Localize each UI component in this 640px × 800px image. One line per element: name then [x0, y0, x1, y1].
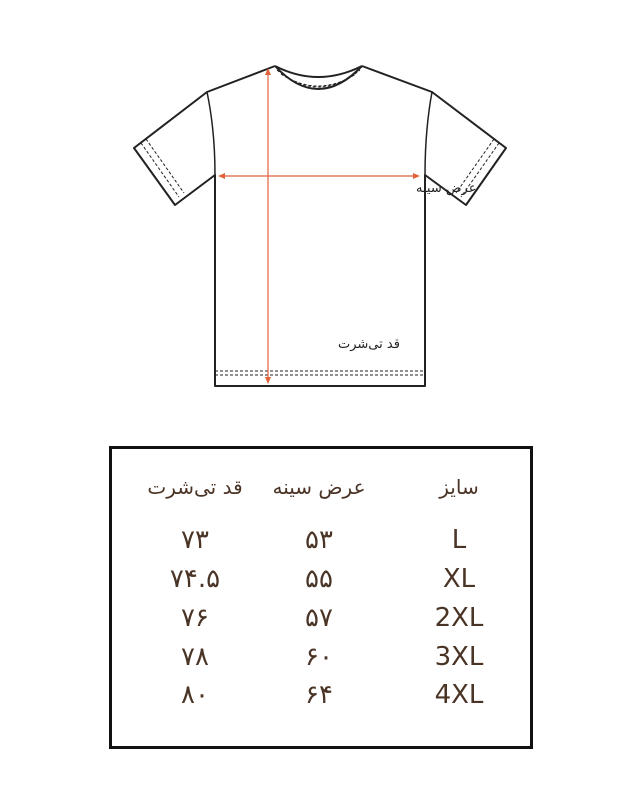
length-measure-line	[265, 68, 271, 384]
size-cell: 2XL	[434, 603, 484, 633]
chest-cell: ۶۰	[305, 642, 333, 672]
length-cell: ۷۳	[181, 525, 209, 555]
size-cell: XL	[442, 564, 476, 594]
size-cell: L	[451, 525, 467, 555]
tshirt-stitching	[141, 70, 499, 375]
chest-cell: ۵۷	[305, 603, 333, 633]
chest-cell: ۵۵	[305, 564, 333, 594]
tshirt-outline	[134, 66, 506, 386]
length-label: قد تی‌شرت	[338, 337, 400, 352]
chest-header: عرض سینه	[272, 475, 366, 499]
size-table	[109, 446, 533, 749]
chest-label: عرض سینه	[416, 181, 477, 196]
length-cell: ۷۶	[181, 603, 209, 633]
size-header: سایز	[439, 475, 479, 499]
length-cell: ۸۰	[181, 680, 209, 710]
chest-cell: ۶۴	[305, 680, 333, 710]
size-cell: 4XL	[434, 680, 484, 710]
chest-measure-line	[218, 173, 420, 179]
chest-cell: ۵۳	[305, 525, 333, 555]
length-cell: ۷۸	[181, 642, 209, 672]
length-header: قد تی‌شرت	[147, 475, 243, 499]
length-cell: ۷۴.۵	[169, 564, 221, 594]
size-cell: 3XL	[434, 642, 484, 672]
